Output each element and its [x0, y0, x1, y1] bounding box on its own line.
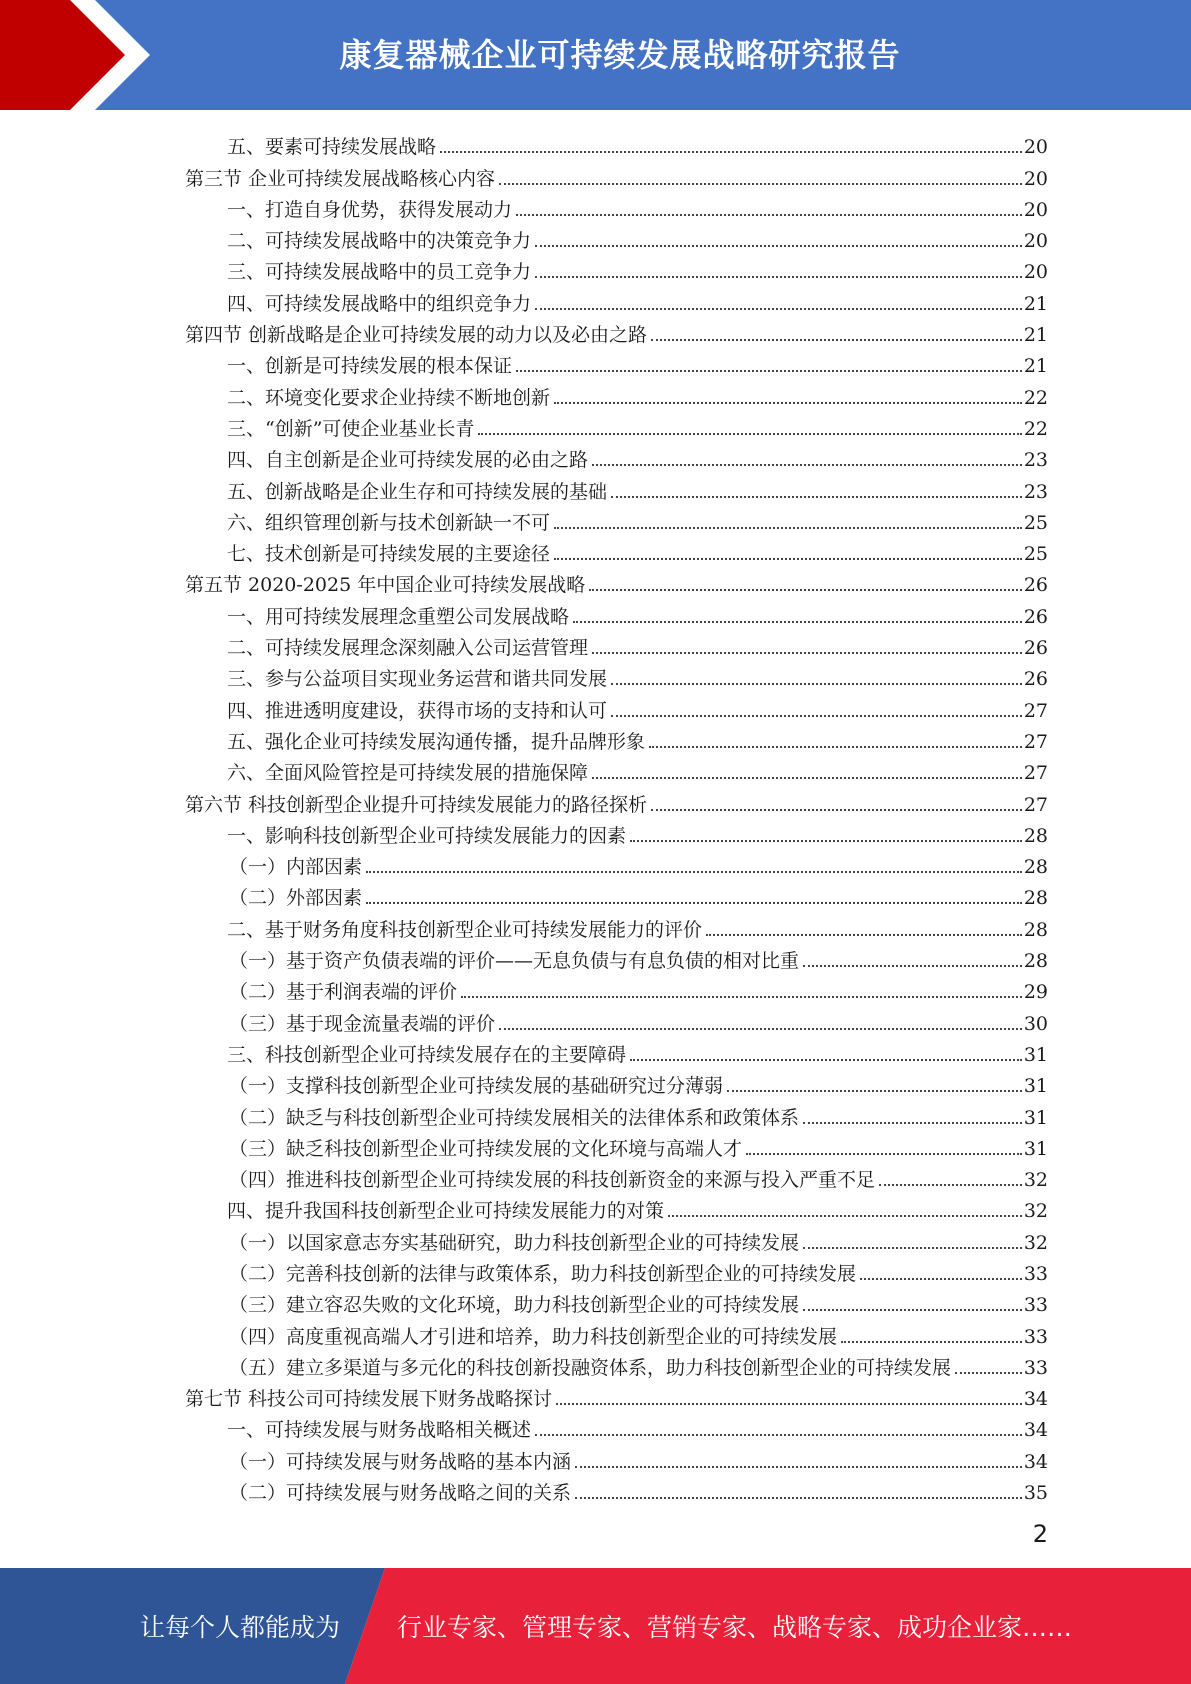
- toc-entry[interactable]: [185, 784, 1048, 815]
- toc-entry-title: （一）基于资产负债表端的评价——无息负债与有息负债的相对比重: [229, 950, 800, 973]
- toc-dot-leader: [461, 996, 1022, 998]
- header-title: 康复器械企业可持续发展战略研究报告: [339, 36, 901, 74]
- toc-entry-title: 一、创新是可持续发展的根本保证: [227, 355, 513, 378]
- toc-dot-leader: [575, 1466, 1022, 1468]
- toc-entry-title: 一、可持续发展与财务战略相关概述: [227, 1419, 532, 1442]
- toc-entry[interactable]: [185, 1348, 1048, 1379]
- toc-dot-leader: [554, 402, 1022, 404]
- toc-entry-title: 第六节 科技创新型企业提升可持续发展能力的路径探析: [185, 793, 648, 816]
- toc-entry-page: 32: [1023, 1169, 1048, 1192]
- toc-entry-page: 26: [1023, 668, 1048, 691]
- toc-entry[interactable]: [185, 816, 1048, 847]
- toc-dot-leader: [706, 934, 1022, 936]
- toc-entry-page: 32: [1023, 1200, 1048, 1223]
- toc-entry-page: 32: [1023, 1231, 1048, 1254]
- toc-entry[interactable]: [185, 1254, 1048, 1285]
- toc-entry[interactable]: [185, 158, 1048, 189]
- page-number: 2: [1032, 1520, 1048, 1548]
- toc-entry-page: 33: [1023, 1294, 1048, 1317]
- toc-entry-title: 一、影响科技创新型企业可持续发展能力的因素: [227, 824, 627, 847]
- toc-dot-leader: [611, 715, 1022, 717]
- toc-entry[interactable]: [185, 847, 1048, 878]
- toc-entry[interactable]: [185, 127, 1048, 158]
- toc-dot-leader: [516, 214, 1022, 216]
- toc-entry-title: 四、可持续发展战略中的组织竞争力: [227, 292, 532, 315]
- toc-entry[interactable]: [185, 1410, 1048, 1441]
- toc-entry-page: 21: [1023, 355, 1048, 378]
- toc-entry[interactable]: [185, 1316, 1048, 1347]
- toc-entry-page: 25: [1023, 543, 1048, 566]
- toc-entry[interactable]: [185, 503, 1048, 534]
- toc-dot-leader: [554, 558, 1022, 560]
- toc-dot-leader: [592, 777, 1022, 779]
- toc-entry-page: 35: [1023, 1482, 1048, 1505]
- toc-dot-leader: [499, 183, 1022, 185]
- toc-entry[interactable]: [185, 283, 1048, 314]
- toc-entry-title: 一、打造自身优势，获得发展动力: [227, 198, 513, 221]
- toc-entry-page: 25: [1023, 511, 1048, 534]
- toc-dot-leader: [366, 902, 1022, 904]
- toc-entry-page: 27: [1023, 730, 1048, 753]
- toc-entry[interactable]: [185, 1473, 1048, 1504]
- toc-entry-title: 五、强化企业可持续发展沟通传播，提升品牌形象: [227, 730, 646, 753]
- toc-dot-leader: [516, 370, 1022, 372]
- toc-entry[interactable]: [185, 1441, 1048, 1472]
- toc-entry[interactable]: [185, 1097, 1048, 1128]
- toc-entry-page: 20: [1023, 167, 1048, 190]
- toc-dot-leader: [440, 151, 1022, 153]
- toc-entry-title: （五）建立多渠道与多元化的科技创新投融资体系，助力科技创新型企业的可持续发展: [229, 1356, 952, 1379]
- toc-entry-page: 27: [1023, 793, 1048, 816]
- toc-entry-page: 28: [1023, 887, 1048, 910]
- toc-entry-page: 28: [1023, 856, 1048, 879]
- toc-entry[interactable]: [185, 628, 1048, 659]
- toc-entry-title: 二、基于财务角度科技创新型企业可持续发展能力的评价: [227, 918, 703, 941]
- toc-entry[interactable]: [185, 1003, 1048, 1034]
- toc-entry[interactable]: [185, 1160, 1048, 1191]
- toc-dot-leader: [746, 1153, 1022, 1155]
- toc-entry[interactable]: [185, 221, 1048, 252]
- toc-entry-title: （二）外部因素: [229, 887, 363, 910]
- toc-entry-title: （四）推进科技创新型企业可持续发展的科技创新资金的来源与投入严重不足: [229, 1169, 876, 1192]
- toc-entry[interactable]: [185, 315, 1048, 346]
- toc-dot-leader: [803, 965, 1022, 967]
- toc-entry-title: （三）建立容忍失败的文化环境，助力科技创新型企业的可持续发展: [229, 1294, 800, 1317]
- toc-entry-page: 30: [1023, 1012, 1048, 1035]
- toc-entry-title: （二）缺乏与科技创新型企业可持续发展相关的法律体系和政策体系: [229, 1106, 800, 1129]
- toc-dot-leader: [955, 1372, 1022, 1374]
- toc-entry-page: 22: [1023, 386, 1048, 409]
- toc-dot-leader: [668, 1215, 1022, 1217]
- toc-entry-page: 20: [1023, 136, 1048, 159]
- toc-entry-title: 二、环境变化要求企业持续不断地创新: [227, 386, 551, 409]
- table-of-contents: [185, 127, 1048, 1504]
- toc-entry-page: 23: [1023, 480, 1048, 503]
- toc-entry-title: 三、“创新”可使企业基业长青: [227, 417, 475, 440]
- toc-entry[interactable]: [185, 909, 1048, 940]
- toc-entry-title: （三）基于现金流量表端的评价: [229, 1012, 496, 1035]
- toc-entry-title: 第三节 企业可持续发展战略核心内容: [185, 167, 496, 190]
- toc-entry-page: 33: [1023, 1262, 1048, 1285]
- toc-entry-title: 四、自主创新是企业可持续发展的必由之路: [227, 449, 589, 472]
- toc-entry-page: 27: [1023, 699, 1048, 722]
- toc-entry-page: 27: [1023, 762, 1048, 785]
- toc-entry[interactable]: [185, 252, 1048, 283]
- toc-entry-title: 六、全面风险管控是可持续发展的措施保障: [227, 762, 589, 785]
- toc-entry-title: （一）可持续发展与财务战略的基本内涵: [229, 1450, 572, 1473]
- toc-entry-title: （二）基于利润表端的评价: [229, 981, 458, 1004]
- toc-entry-page: 33: [1023, 1325, 1048, 1348]
- toc-entry-page: 28: [1023, 950, 1048, 973]
- toc-entry[interactable]: [185, 440, 1048, 471]
- toc-dot-leader: [611, 683, 1022, 685]
- toc-entry-page: 28: [1023, 824, 1048, 847]
- toc-entry[interactable]: [185, 409, 1048, 440]
- toc-entry-title: 二、可持续发展战略中的决策竞争力: [227, 230, 532, 253]
- toc-dot-leader: [535, 245, 1022, 247]
- toc-dot-leader: [651, 339, 1022, 341]
- toc-dot-leader: [727, 1090, 1022, 1092]
- footer-slogan-right: 行业专家、管理专家、营销专家、战略专家、成功企业家……: [397, 1613, 1073, 1642]
- toc-entry-page: 31: [1023, 1137, 1048, 1160]
- toc-entry-page: 26: [1023, 605, 1048, 628]
- toc-dot-leader: [554, 527, 1022, 529]
- toc-entry[interactable]: [185, 1285, 1048, 1316]
- toc-dot-leader: [535, 1434, 1022, 1436]
- toc-entry-title: （一）以国家意志夯实基础研究，助力科技创新型企业的可持续发展: [229, 1231, 800, 1254]
- toc-entry-page: 28: [1023, 918, 1048, 941]
- toc-entry[interactable]: [185, 722, 1048, 753]
- toc-entry-title: 第七节 科技公司可持续发展下财务战略探讨: [185, 1388, 553, 1411]
- toc-dot-leader: [803, 1122, 1022, 1124]
- toc-entry-page: 26: [1023, 574, 1048, 597]
- toc-entry-title: （三）缺乏科技创新型企业可持续发展的文化环境与高端人才: [229, 1137, 743, 1160]
- toc-dot-leader: [478, 433, 1021, 435]
- toc-entry-title: 五、要素可持续发展战略: [227, 136, 437, 159]
- toc-entry-title: （四）高度重视高端人才引进和培养，助力科技创新型企业的可持续发展: [229, 1325, 838, 1348]
- toc-entry-page: 20: [1023, 261, 1048, 284]
- toc-entry-title: 五、创新战略是企业生存和可持续发展的基础: [227, 480, 608, 503]
- toc-dot-leader: [841, 1341, 1022, 1343]
- toc-dot-leader: [592, 652, 1022, 654]
- toc-entry-page: 20: [1023, 230, 1048, 253]
- toc-dot-leader: [535, 276, 1022, 278]
- toc-dot-leader: [649, 746, 1022, 748]
- toc-entry-title: 三、参与公益项目实现业务运营和谐共同发展: [227, 668, 608, 691]
- toc-entry[interactable]: [185, 596, 1048, 627]
- toc-entry-page: 34: [1023, 1450, 1048, 1473]
- toc-dot-leader: [589, 589, 1022, 591]
- toc-dot-leader: [630, 1059, 1022, 1061]
- toc-entry-page: 31: [1023, 1106, 1048, 1129]
- toc-entry-page: 33: [1023, 1356, 1048, 1379]
- toc-entry-page: 31: [1023, 1043, 1048, 1066]
- toc-dot-leader: [803, 1247, 1022, 1249]
- toc-entry[interactable]: [185, 753, 1048, 784]
- toc-entry[interactable]: [185, 565, 1048, 596]
- toc-dot-leader: [366, 871, 1022, 873]
- toc-entry[interactable]: [185, 690, 1048, 721]
- toc-entry-page: 21: [1023, 292, 1048, 315]
- toc-entry-page: 20: [1023, 198, 1048, 221]
- toc-entry-page: 23: [1023, 449, 1048, 472]
- toc-dot-leader: [630, 840, 1022, 842]
- page-footer: [0, 1568, 1191, 1684]
- toc-entry-page: 31: [1023, 1075, 1048, 1098]
- toc-entry-page: 34: [1023, 1419, 1048, 1442]
- toc-entry-title: 一、用可持续发展理念重塑公司发展战略: [227, 605, 570, 628]
- toc-entry-title: 四、推进透明度建设，获得市场的支持和认可: [227, 699, 608, 722]
- toc-entry-title: 第四节 创新战略是企业可持续发展的动力以及必由之路: [185, 324, 648, 347]
- toc-entry[interactable]: [185, 941, 1048, 972]
- toc-dot-leader: [573, 621, 1022, 623]
- toc-dot-leader: [535, 308, 1022, 310]
- toc-entry-page: 21: [1023, 324, 1048, 347]
- toc-entry[interactable]: [185, 1035, 1048, 1066]
- toc-entry[interactable]: [185, 1191, 1048, 1222]
- toc-dot-leader: [556, 1403, 1022, 1405]
- toc-dot-leader: [499, 1028, 1022, 1030]
- toc-entry-page: 29: [1023, 981, 1048, 1004]
- toc-entry[interactable]: [185, 1379, 1048, 1410]
- toc-entry[interactable]: [185, 534, 1048, 565]
- toc-entry-title: （一）内部因素: [229, 856, 363, 879]
- toc-entry[interactable]: [185, 1066, 1048, 1097]
- toc-dot-leader: [803, 1309, 1022, 1311]
- toc-entry-title: 六、组织管理创新与技术创新缺一不可: [227, 511, 551, 534]
- toc-entry-title: （一）支撑科技创新型企业可持续发展的基础研究过分薄弱: [229, 1075, 724, 1098]
- toc-dot-leader: [879, 1184, 1022, 1186]
- toc-entry[interactable]: [185, 346, 1048, 377]
- toc-entry-title: 三、科技创新型企业可持续发展存在的主要障碍: [227, 1043, 627, 1066]
- toc-entry[interactable]: [185, 471, 1048, 502]
- toc-dot-leader: [611, 496, 1022, 498]
- toc-entry[interactable]: [185, 878, 1048, 909]
- toc-entry-page: 26: [1023, 637, 1048, 660]
- toc-entry[interactable]: [185, 659, 1048, 690]
- toc-entry-title: 七、技术创新是可持续发展的主要途径: [227, 543, 551, 566]
- toc-entry[interactable]: [185, 377, 1048, 408]
- footer-slogan-left: 让每个人都能成为: [140, 1613, 341, 1642]
- toc-dot-leader: [575, 1497, 1022, 1499]
- toc-entry-title: 四、提升我国科技创新型企业可持续发展能力的对策: [227, 1200, 665, 1223]
- toc-entry-title: 第五节 2020-2025 年中国企业可持续发展战略: [185, 574, 586, 597]
- toc-entry-page: 34: [1023, 1388, 1048, 1411]
- toc-entry[interactable]: [185, 190, 1048, 221]
- toc-entry-title: （二）可持续发展与财务战略之间的关系: [229, 1482, 572, 1505]
- toc-dot-leader: [651, 809, 1022, 811]
- toc-entry-page: 22: [1023, 417, 1048, 440]
- toc-entry[interactable]: [185, 972, 1048, 1003]
- toc-entry-title: （二）完善科技创新的法律与政策体系，助力科技创新型企业的可持续发展: [229, 1262, 857, 1285]
- toc-dot-leader: [860, 1278, 1022, 1280]
- toc-entry[interactable]: [185, 1129, 1048, 1160]
- toc-dot-leader: [592, 464, 1022, 466]
- page-header: [0, 0, 1191, 110]
- toc-entry-title: 三、可持续发展战略中的员工竞争力: [227, 261, 532, 284]
- toc-entry[interactable]: [185, 1222, 1048, 1253]
- toc-entry-title: 二、可持续发展理念深刻融入公司运营管理: [227, 637, 589, 660]
